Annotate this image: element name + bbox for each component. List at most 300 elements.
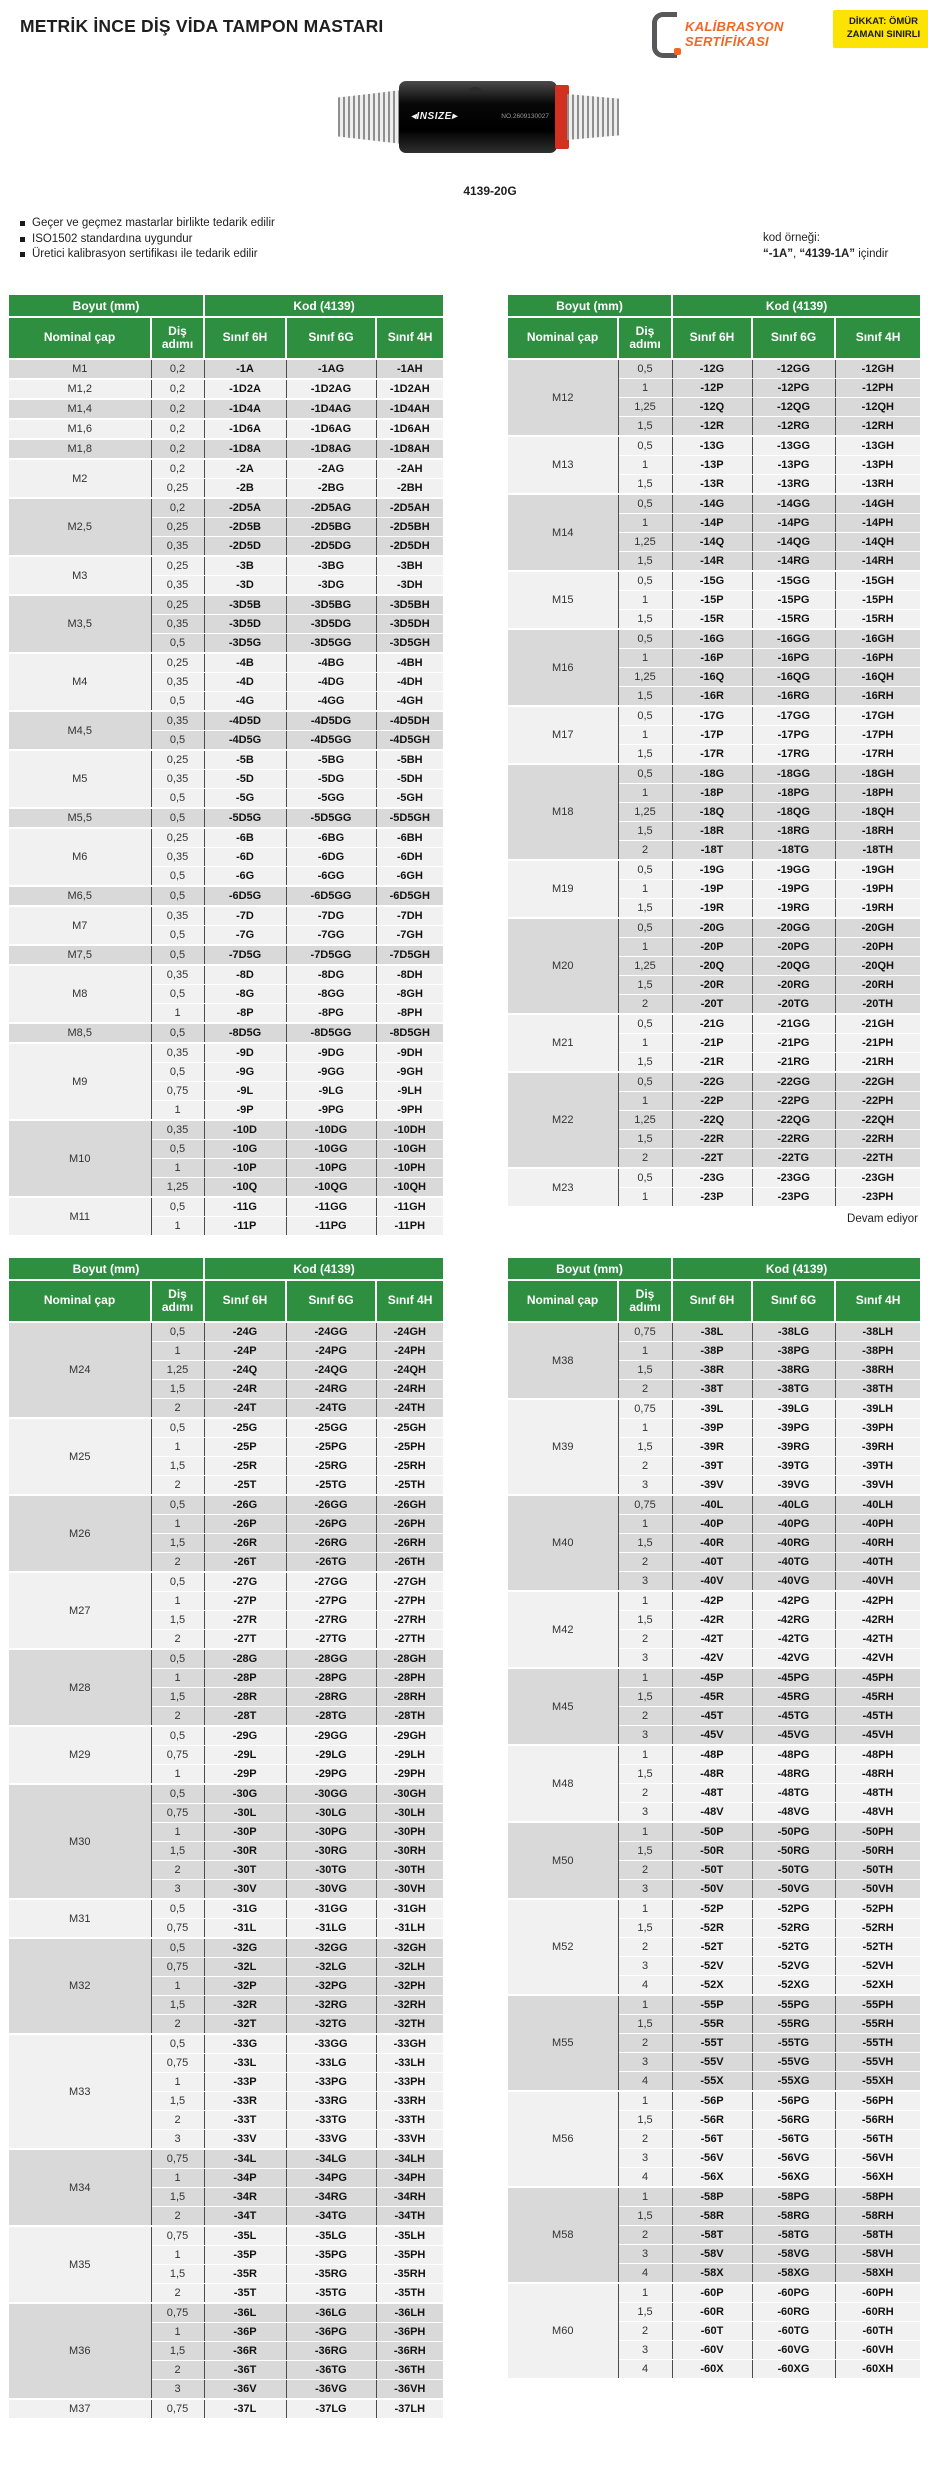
code-6g-cell: -34RG bbox=[286, 2188, 376, 2207]
code-6g-cell: -4D5DG bbox=[286, 711, 376, 731]
pitch-cell: 0,75 bbox=[618, 1399, 672, 1419]
pitch-cell: 0,25 bbox=[151, 828, 204, 848]
size-cell: M6,5 bbox=[9, 886, 151, 906]
code-6g-cell: -30GG bbox=[286, 1784, 376, 1804]
table-row bbox=[508, 1822, 920, 1842]
code-6h-cell: -30V bbox=[204, 1880, 286, 1900]
code-6h-cell: -33T bbox=[204, 2111, 286, 2130]
code-4h-cell: -27PH bbox=[376, 1592, 443, 1611]
table-row bbox=[9, 828, 443, 848]
code-6h-cell: -52R bbox=[672, 1919, 752, 1938]
code-6g-cell: -18PG bbox=[752, 784, 835, 803]
pitch-cell: 1 bbox=[618, 2187, 672, 2207]
pitch-cell: 1 bbox=[618, 726, 672, 745]
code-4h-cell: -39TH bbox=[835, 1457, 920, 1476]
table-row bbox=[9, 556, 443, 576]
code-4h-cell: -27GH bbox=[376, 1572, 443, 1592]
pitch-cell: 1 bbox=[151, 1004, 204, 1024]
code-6h-cell: -35R bbox=[204, 2265, 286, 2284]
code-4h-cell: -45TH bbox=[835, 1707, 920, 1726]
code-6g-cell: -3D5GG bbox=[286, 634, 376, 654]
pitch-cell: 1,5 bbox=[151, 1688, 204, 1707]
code-6g-cell: -21PG bbox=[752, 1034, 835, 1053]
code-4h-cell: -30PH bbox=[376, 1823, 443, 1842]
table-row bbox=[9, 439, 443, 459]
code-6h-cell: -1D6A bbox=[204, 419, 286, 439]
code-6g-cell: -2D5DG bbox=[286, 537, 376, 557]
code-6h-cell: -6D5G bbox=[204, 886, 286, 906]
size-cell: M1,2 bbox=[9, 379, 151, 399]
table-row bbox=[9, 1418, 443, 1438]
code-6g-cell: -39TG bbox=[752, 1457, 835, 1476]
code-6h-cell: -50P bbox=[672, 1822, 752, 1842]
code-6g-cell: -38LG bbox=[752, 1322, 835, 1342]
code-6h-cell: -58P bbox=[672, 2187, 752, 2207]
pitch-cell: 4 bbox=[618, 2072, 672, 2092]
code-4h-cell: -24GH bbox=[376, 1322, 443, 1342]
size-cell: M42 bbox=[508, 1591, 618, 1668]
code-6g-cell: -4DG bbox=[286, 673, 376, 692]
code-6g-cell: -42PG bbox=[752, 1591, 835, 1611]
size-cell: M45 bbox=[508, 1668, 618, 1745]
size-cell: M58 bbox=[508, 2187, 618, 2283]
code-6h-cell: -24P bbox=[204, 1342, 286, 1361]
code-6g-cell: -56TG bbox=[752, 2130, 835, 2149]
code-6h-cell: -3D bbox=[204, 576, 286, 596]
code-4h-cell: -16RH bbox=[835, 687, 920, 707]
code-4h-cell: -25GH bbox=[376, 1418, 443, 1438]
pitch-cell: 0,75 bbox=[618, 1322, 672, 1342]
pitch-cell: 1,5 bbox=[151, 2342, 204, 2361]
code-6g-cell: -52VG bbox=[752, 1957, 835, 1976]
pitch-cell: 1 bbox=[618, 880, 672, 899]
code-6g-cell: -27GG bbox=[286, 1572, 376, 1592]
code-6h-cell: -27T bbox=[204, 1630, 286, 1650]
code-6g-cell: -14GG bbox=[752, 494, 835, 514]
code-6h-cell: -9D bbox=[204, 1043, 286, 1063]
brand-logo: ◂INSIZE▸ bbox=[411, 111, 458, 122]
code-6g-cell: -29PG bbox=[286, 1765, 376, 1785]
pitch-cell: 0,35 bbox=[151, 576, 204, 596]
gauge-code-table-m1-m11 bbox=[9, 295, 443, 1237]
code-6g-cell: -1D4AG bbox=[286, 399, 376, 419]
code-6h-cell: -15P bbox=[672, 591, 752, 610]
pitch-cell: 0,75 bbox=[151, 1804, 204, 1823]
code-6h-cell: -48T bbox=[672, 1784, 752, 1803]
code-6g-cell: -48TG bbox=[752, 1784, 835, 1803]
pitch-cell: 1,25 bbox=[618, 1111, 672, 1130]
pitch-cell: 0,35 bbox=[151, 848, 204, 867]
code-4h-cell: -60TH bbox=[835, 2322, 920, 2341]
code-6h-cell: -7G bbox=[204, 926, 286, 946]
code-6g-cell: -30TG bbox=[286, 1861, 376, 1880]
table-row bbox=[9, 965, 443, 985]
code-4h-cell: -23PH bbox=[835, 1188, 920, 1208]
pitch-cell: 1 bbox=[151, 1101, 204, 1121]
code-4h-cell: -27TH bbox=[376, 1630, 443, 1650]
column-header-6h: Sınıf 6H bbox=[672, 1280, 752, 1322]
pitch-cell: 1 bbox=[618, 1995, 672, 2015]
code-4h-cell: -11GH bbox=[376, 1197, 443, 1217]
code-6h-cell: -5B bbox=[204, 750, 286, 770]
code-6g-cell: -56PG bbox=[752, 2091, 835, 2111]
column-header-4h: Sınıf 4H bbox=[376, 317, 443, 359]
code-4h-cell: -48RH bbox=[835, 1765, 920, 1784]
code-6h-cell: -45R bbox=[672, 1688, 752, 1707]
code-6h-cell: -4D5G bbox=[204, 731, 286, 751]
code-6g-cell: -5DG bbox=[286, 770, 376, 789]
code-6g-cell: -26PG bbox=[286, 1515, 376, 1534]
pitch-cell: 0,5 bbox=[618, 1014, 672, 1034]
code-6h-cell: -8G bbox=[204, 985, 286, 1004]
code-6g-cell: -6DG bbox=[286, 848, 376, 867]
code-6g-cell: -30PG bbox=[286, 1823, 376, 1842]
pitch-cell: 3 bbox=[618, 2053, 672, 2072]
code-4h-cell: -52RH bbox=[835, 1919, 920, 1938]
code-6h-cell: -8P bbox=[204, 1004, 286, 1024]
code-4h-cell: -1D4AH bbox=[376, 399, 443, 419]
code-6h-cell: -3D5D bbox=[204, 615, 286, 634]
code-4h-cell: -21GH bbox=[835, 1014, 920, 1034]
pitch-cell: 2 bbox=[151, 2284, 204, 2304]
table-row bbox=[9, 2149, 443, 2169]
code-6g-cell: -15GG bbox=[752, 571, 835, 591]
code-4h-cell: -12RH bbox=[835, 417, 920, 437]
pitch-cell: 1,5 bbox=[618, 417, 672, 437]
table-row bbox=[508, 2283, 920, 2303]
size-cell: M11 bbox=[9, 1197, 151, 1236]
pitch-cell: 0,75 bbox=[151, 2399, 204, 2419]
code-4h-cell: -24QH bbox=[376, 1361, 443, 1380]
size-cell: M10 bbox=[9, 1120, 151, 1197]
pitch-cell: 0,2 bbox=[151, 439, 204, 459]
size-cell: M36 bbox=[9, 2303, 151, 2399]
code-6g-cell: -9LG bbox=[286, 1082, 376, 1101]
code-4h-cell: -48VH bbox=[835, 1803, 920, 1823]
calibration-badge bbox=[652, 12, 784, 58]
code-4h-cell: -27RH bbox=[376, 1611, 443, 1630]
pitch-cell: 2 bbox=[151, 2111, 204, 2130]
code-6g-cell: -27PG bbox=[286, 1592, 376, 1611]
column-header-4h: Sınıf 4H bbox=[835, 317, 920, 359]
code-6h-cell: -52V bbox=[672, 1957, 752, 1976]
table-row bbox=[508, 1591, 920, 1611]
size-cell: M55 bbox=[508, 1995, 618, 2091]
pitch-cell: 0,35 bbox=[151, 711, 204, 731]
size-cell: M21 bbox=[508, 1014, 618, 1072]
pitch-cell: 1,25 bbox=[618, 398, 672, 417]
code-6h-cell: -28G bbox=[204, 1649, 286, 1669]
code-6g-cell: -33VG bbox=[286, 2130, 376, 2150]
code-6h-cell: -48V bbox=[672, 1803, 752, 1823]
code-6g-cell: -25TG bbox=[286, 1476, 376, 1496]
code-6g-cell: -23GG bbox=[752, 1168, 835, 1188]
code-4h-cell: -40LH bbox=[835, 1495, 920, 1515]
code-6h-cell: -21P bbox=[672, 1034, 752, 1053]
code-6h-cell: -30L bbox=[204, 1804, 286, 1823]
code-6g-cell: -10GG bbox=[286, 1140, 376, 1159]
table-row bbox=[9, 595, 443, 615]
code-6g-cell: -26RG bbox=[286, 1534, 376, 1553]
code-6g-cell: -50TG bbox=[752, 1861, 835, 1880]
column-header-pitch: Diş adımı bbox=[618, 317, 672, 359]
code-4h-cell: -28TH bbox=[376, 1707, 443, 1727]
gauge-handle bbox=[399, 81, 557, 153]
code-6h-cell: -31L bbox=[204, 1919, 286, 1939]
size-cell: M32 bbox=[9, 1938, 151, 2034]
code-6h-cell: -34T bbox=[204, 2207, 286, 2227]
code-6h-cell: -27R bbox=[204, 1611, 286, 1630]
code-4h-cell: -32PH bbox=[376, 1977, 443, 1996]
code-6h-cell: -6B bbox=[204, 828, 286, 848]
code-4h-cell: -6DH bbox=[376, 848, 443, 867]
pitch-cell: 3 bbox=[151, 1880, 204, 1900]
code-4h-cell: -42TH bbox=[835, 1630, 920, 1649]
column-header-6g: Sınıf 6G bbox=[752, 317, 835, 359]
code-6g-cell: -27RG bbox=[286, 1611, 376, 1630]
code-6g-cell: -7DG bbox=[286, 906, 376, 926]
code-6g-cell: -55PG bbox=[752, 1995, 835, 2015]
code-6h-cell: -16G bbox=[672, 629, 752, 649]
size-cell: M30 bbox=[9, 1784, 151, 1899]
pitch-cell: 2 bbox=[151, 1861, 204, 1880]
code-6h-cell: -36P bbox=[204, 2323, 286, 2342]
code-4h-cell: -3D5GH bbox=[376, 634, 443, 654]
code-6g-cell: -33GG bbox=[286, 2034, 376, 2054]
code-4h-cell: -4D5GH bbox=[376, 731, 443, 751]
pitch-cell: 3 bbox=[618, 1803, 672, 1823]
pitch-cell: 3 bbox=[618, 2149, 672, 2168]
pitch-cell: 0,2 bbox=[151, 359, 204, 379]
table-row bbox=[9, 886, 443, 906]
code-6h-cell: -28T bbox=[204, 1707, 286, 1727]
code-4h-cell: -60RH bbox=[835, 2303, 920, 2322]
code-6h-cell: -11P bbox=[204, 1217, 286, 1237]
code-4h-cell: -25RH bbox=[376, 1457, 443, 1476]
code-6g-cell: -36TG bbox=[286, 2361, 376, 2380]
table-row bbox=[508, 1168, 920, 1188]
size-cell: M56 bbox=[508, 2091, 618, 2187]
page-title: METRİK İNCE DİŞ VİDA TAMPON MASTARI bbox=[20, 16, 384, 36]
pitch-cell: 2 bbox=[618, 995, 672, 1015]
bullet-square-icon bbox=[20, 237, 25, 242]
pitch-cell: 1 bbox=[618, 1591, 672, 1611]
code-4h-cell: -34LH bbox=[376, 2149, 443, 2169]
code-4h-cell: -8GH bbox=[376, 985, 443, 1004]
table-header-kod: Kod (4139) bbox=[672, 1258, 920, 1280]
code-4h-cell: -26GH bbox=[376, 1495, 443, 1515]
pitch-cell: 0,5 bbox=[618, 1072, 672, 1092]
pitch-cell: 1 bbox=[618, 1419, 672, 1438]
code-6h-cell: -27G bbox=[204, 1572, 286, 1592]
size-cell: M38 bbox=[508, 1322, 618, 1399]
code-6g-cell: -36VG bbox=[286, 2380, 376, 2400]
pitch-cell: 3 bbox=[151, 2380, 204, 2400]
table-row bbox=[9, 808, 443, 828]
code-4h-cell: -34RH bbox=[376, 2188, 443, 2207]
code-6g-cell: -10QG bbox=[286, 1178, 376, 1198]
code-4h-cell: -14PH bbox=[835, 514, 920, 533]
code-4h-cell: -30LH bbox=[376, 1804, 443, 1823]
table-row bbox=[508, 706, 920, 726]
code-6h-cell: -38R bbox=[672, 1361, 752, 1380]
code-6h-cell: -34P bbox=[204, 2169, 286, 2188]
pitch-cell: 1 bbox=[618, 1822, 672, 1842]
code-4h-cell: -58XH bbox=[835, 2264, 920, 2284]
code-6g-cell: -30VG bbox=[286, 1880, 376, 1900]
pitch-cell: 0,5 bbox=[151, 808, 204, 828]
pitch-cell: 0,5 bbox=[618, 571, 672, 591]
code-6h-cell: -33L bbox=[204, 2054, 286, 2073]
size-cell: M19 bbox=[508, 860, 618, 918]
table-row bbox=[9, 1572, 443, 1592]
code-6g-cell: -36LG bbox=[286, 2303, 376, 2323]
size-cell: M26 bbox=[9, 1495, 151, 1572]
pitch-cell: 2 bbox=[618, 1938, 672, 1957]
code-4h-cell: -22QH bbox=[835, 1111, 920, 1130]
code-6g-cell: -25PG bbox=[286, 1438, 376, 1457]
code-6g-cell: -52TG bbox=[752, 1938, 835, 1957]
code-4h-cell: -16GH bbox=[835, 629, 920, 649]
code-4h-cell: -60XH bbox=[835, 2360, 920, 2380]
code-6h-cell: -22T bbox=[672, 1149, 752, 1169]
code-6h-cell: -22G bbox=[672, 1072, 752, 1092]
pitch-cell: 1,5 bbox=[618, 822, 672, 841]
code-6h-cell: -16R bbox=[672, 687, 752, 707]
code-4h-cell: -1D2AH bbox=[376, 379, 443, 399]
code-4h-cell: -13GH bbox=[835, 436, 920, 456]
table-row bbox=[9, 2303, 443, 2323]
code-4h-cell: -3D5DH bbox=[376, 615, 443, 634]
code-4h-cell: -45RH bbox=[835, 1688, 920, 1707]
code-6g-cell: -19PG bbox=[752, 880, 835, 899]
code-4h-cell: -22GH bbox=[835, 1072, 920, 1092]
code-6h-cell: -23G bbox=[672, 1168, 752, 1188]
size-cell: M25 bbox=[9, 1418, 151, 1495]
pitch-cell: 1,5 bbox=[618, 899, 672, 919]
code-4h-cell: -40VH bbox=[835, 1572, 920, 1592]
code-6h-cell: -36L bbox=[204, 2303, 286, 2323]
code-6g-cell: -26TG bbox=[286, 1553, 376, 1573]
table-row bbox=[9, 419, 443, 439]
code-6h-cell: -24G bbox=[204, 1322, 286, 1342]
code-4h-cell: -22PH bbox=[835, 1092, 920, 1111]
pitch-cell: 0,35 bbox=[151, 1120, 204, 1140]
code-6h-cell: -12Q bbox=[672, 398, 752, 417]
code-6h-cell: -40R bbox=[672, 1534, 752, 1553]
pitch-cell: 2 bbox=[618, 1630, 672, 1649]
code-4h-cell: -42RH bbox=[835, 1611, 920, 1630]
pitch-cell: 2 bbox=[618, 2034, 672, 2053]
code-4h-cell: -21PH bbox=[835, 1034, 920, 1053]
code-4h-cell: -17RH bbox=[835, 745, 920, 765]
code-6h-cell: -36T bbox=[204, 2361, 286, 2380]
code-6h-cell: -35T bbox=[204, 2284, 286, 2304]
size-cell: M15 bbox=[508, 571, 618, 629]
table-row bbox=[508, 1014, 920, 1034]
code-6h-cell: -6G bbox=[204, 867, 286, 887]
size-cell: M3 bbox=[9, 556, 151, 595]
table-row bbox=[508, 494, 920, 514]
code-6h-cell: -50R bbox=[672, 1842, 752, 1861]
code-4h-cell: -1D6AH bbox=[376, 419, 443, 439]
code-6g-cell: -17RG bbox=[752, 745, 835, 765]
pitch-cell: 0,75 bbox=[151, 2226, 204, 2246]
table-row bbox=[9, 1197, 443, 1217]
code-6h-cell: -24R bbox=[204, 1380, 286, 1399]
code-6h-cell: -2D5B bbox=[204, 518, 286, 537]
code-6h-cell: -18P bbox=[672, 784, 752, 803]
size-cell: M7,5 bbox=[9, 945, 151, 965]
code-6h-cell: -12R bbox=[672, 417, 752, 437]
pitch-cell: 1,5 bbox=[618, 2207, 672, 2226]
pitch-cell: 0,35 bbox=[151, 1043, 204, 1063]
code-6g-cell: -58VG bbox=[752, 2245, 835, 2264]
pitch-cell: 1,5 bbox=[151, 1842, 204, 1861]
code-6g-cell: -12QG bbox=[752, 398, 835, 417]
code-6h-cell: -60V bbox=[672, 2341, 752, 2360]
code-6g-cell: -12RG bbox=[752, 417, 835, 437]
code-6h-cell: -24T bbox=[204, 1399, 286, 1419]
code-6g-cell: -56XG bbox=[752, 2168, 835, 2188]
code-4h-cell: -26PH bbox=[376, 1515, 443, 1534]
size-cell: M50 bbox=[508, 1822, 618, 1899]
table-row bbox=[9, 1938, 443, 1958]
pitch-cell: 1,5 bbox=[618, 1919, 672, 1938]
code-6h-cell: -26G bbox=[204, 1495, 286, 1515]
bullet-square-icon bbox=[20, 252, 25, 257]
pitch-cell: 1,5 bbox=[618, 1611, 672, 1630]
code-6g-cell: -7D5GG bbox=[286, 945, 376, 965]
table-row bbox=[508, 1668, 920, 1688]
code-6h-cell: -60R bbox=[672, 2303, 752, 2322]
code-4h-cell: -10DH bbox=[376, 1120, 443, 1140]
code-4h-cell: -55XH bbox=[835, 2072, 920, 2092]
pitch-cell: 0,5 bbox=[151, 945, 204, 965]
code-6h-cell: -35P bbox=[204, 2246, 286, 2265]
table-row bbox=[508, 571, 920, 591]
pitch-cell: 1 bbox=[618, 1188, 672, 1208]
table-row bbox=[9, 459, 443, 479]
code-6h-cell: -58V bbox=[672, 2245, 752, 2264]
code-4h-cell: -50RH bbox=[835, 1842, 920, 1861]
column-header-nominal: Nominal çap bbox=[9, 1280, 151, 1322]
pitch-cell: 1,5 bbox=[151, 1611, 204, 1630]
code-4h-cell: -29PH bbox=[376, 1765, 443, 1785]
pitch-cell: 0,35 bbox=[151, 673, 204, 692]
pitch-cell: 2 bbox=[618, 2130, 672, 2149]
code-4h-cell: -34PH bbox=[376, 2169, 443, 2188]
code-4h-cell: -16QH bbox=[835, 668, 920, 687]
code-4h-cell: -13RH bbox=[835, 475, 920, 495]
code-6g-cell: -58PG bbox=[752, 2187, 835, 2207]
code-6g-cell: -26GG bbox=[286, 1495, 376, 1515]
code-6g-cell: -42RG bbox=[752, 1611, 835, 1630]
code-6g-cell: -1D8AG bbox=[286, 439, 376, 459]
code-4h-cell: -5D5GH bbox=[376, 808, 443, 828]
code-4h-cell: -8D5GH bbox=[376, 1023, 443, 1043]
code-6h-cell: -29P bbox=[204, 1765, 286, 1785]
code-6g-cell: -22RG bbox=[752, 1130, 835, 1149]
code-6h-cell: -56X bbox=[672, 2168, 752, 2188]
code-6h-cell: -4D5D bbox=[204, 711, 286, 731]
code-6h-cell: -5D bbox=[204, 770, 286, 789]
code-6h-cell: -30T bbox=[204, 1861, 286, 1880]
pitch-cell: 0,2 bbox=[151, 379, 204, 399]
list-item: ISO1502 standardına uygundur bbox=[20, 232, 275, 248]
code-6h-cell: -10G bbox=[204, 1140, 286, 1159]
code-6h-cell: -34L bbox=[204, 2149, 286, 2169]
